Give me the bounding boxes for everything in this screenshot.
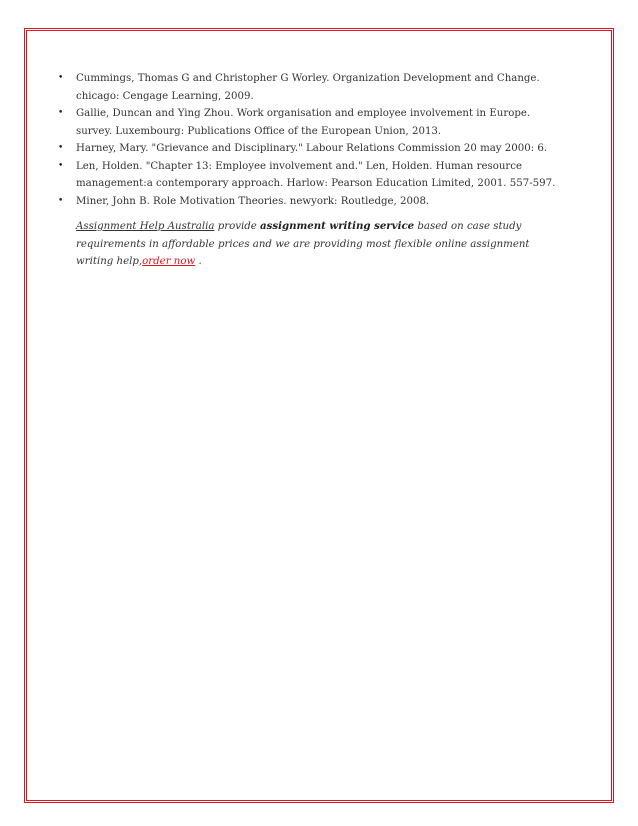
bullet-icon: • xyxy=(58,195,64,206)
service-text: assignment writing service xyxy=(260,220,415,232)
list-item xyxy=(58,70,558,105)
reference-text: Harney, Mary. "Grievance and Disciplinary." Labour Relations Commission 20 may 2000: 6. xyxy=(76,143,548,154)
list-item xyxy=(58,105,558,140)
promo-paragraph xyxy=(58,218,558,271)
reference-text: Gallie, Duncan and Ying Zhou. Work organisation and employee involvement in Europe. survey. Luxembourg: Publications Office of the European Union, 2013. xyxy=(76,108,531,137)
promo-text: . xyxy=(195,256,202,267)
list-item xyxy=(58,193,558,211)
bullet-icon: • xyxy=(58,108,64,118)
reference-text: Cummings, Thomas G and Christopher G Worley. Organization Development and Change. chicago: Cengage Learning, 2009. xyxy=(76,73,540,102)
reference-text: Miner, John B. Role Motivation Theories. newyork: Routledge, 2008. xyxy=(76,195,430,207)
order-now-link[interactable]: order now xyxy=(142,256,196,267)
promo-text: based on case study requirements in affordable prices and we are providing most flexible online assignment writing help, xyxy=(76,221,530,267)
bullet-icon: • xyxy=(58,73,64,83)
promo-text: provide xyxy=(214,221,261,232)
reference-list xyxy=(58,70,558,210)
reference-text: Len, Holden. "Chapter 13: Employee involvement and." Len, Holden. Human resource management:a contemporary approach. Harlow: Pearson Education Limited, 2001. 557-597. xyxy=(76,160,556,189)
brand-link[interactable]: Assignment Help Australia xyxy=(76,221,215,232)
bullet-icon: • xyxy=(58,160,64,171)
list-item xyxy=(58,158,558,193)
document-body xyxy=(58,70,558,281)
bullet-icon: • xyxy=(58,143,64,153)
list-item xyxy=(58,140,558,158)
